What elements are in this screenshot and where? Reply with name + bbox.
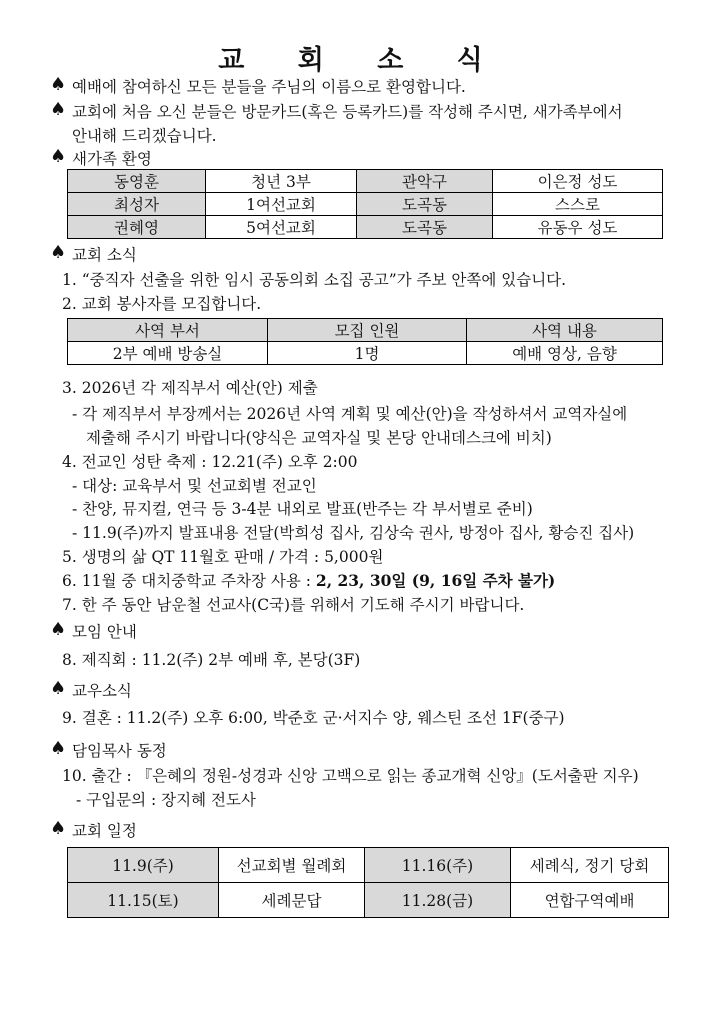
pastor-item-10: 10. 출간 : 『은혜의 정원-성경과 신앙 고백으로 읽는 종교개혁 신앙』(도서출판 지우): [62, 767, 639, 785]
news-item-2: 2. 교회 봉사자를 모집합니다.: [62, 295, 262, 313]
newcomers-heading: 새가족 환영: [72, 150, 152, 168]
parking-dates: 2, 23, 30일 (9, 16일 주차 불가): [315, 571, 556, 590]
schedule-event: 세례문답: [219, 883, 365, 918]
newcomers-table: [67, 169, 663, 239]
table-cell: 관악구: [357, 170, 493, 193]
spade-icon: ♠: [50, 74, 67, 95]
table-row: [68, 193, 663, 216]
schedule-date: 11.9(주): [68, 848, 219, 883]
news-item-4-detail: - 찬양, 뮤지컬, 연극 등 3-4분 내외로 발표(반주는 각 부서별로 준비): [72, 500, 533, 518]
schedule-date: 11.16(주): [365, 848, 511, 883]
table-cell: 5여선교회: [206, 216, 357, 239]
schedule-table: [67, 847, 669, 918]
table-cell: 예배 영상, 음향: [467, 342, 663, 365]
news-item-3-detail: 제출해 주시기 바랍니다(양식은 교역자실 및 본당 안내데스크에 비치): [86, 429, 552, 447]
table-header: 사역 내용: [467, 319, 663, 342]
table-cell: 도곡동: [357, 193, 493, 216]
table-cell: 1명: [268, 342, 467, 365]
spade-icon: ♠: [50, 738, 67, 759]
schedule-heading: 교회 일정: [72, 822, 137, 840]
table-cell: 권혜영: [68, 216, 206, 239]
schedule-event: 세례식, 정기 당회: [511, 848, 669, 883]
spade-icon: ♠: [50, 678, 67, 699]
members-heading: 교우소식: [72, 682, 132, 700]
table-cell: 1여선교회: [206, 193, 357, 216]
table-header: 모집 인원: [268, 319, 467, 342]
table-cell: 스스로: [493, 193, 663, 216]
page-title: 교 회 소 식: [218, 45, 505, 76]
spade-icon: ♠: [50, 242, 67, 263]
table-row: [68, 170, 663, 193]
schedule-event: 선교회별 월례회: [219, 848, 365, 883]
pastor-heading: 담임목사 동정: [72, 742, 167, 760]
news-item-4: 4. 전교인 성탄 축제 : 12.21(주) 오후 2:00: [62, 453, 358, 471]
table-row: [68, 216, 663, 239]
spade-icon: ♠: [50, 146, 67, 167]
news-item-3: 3. 2026년 각 제직부서 예산(안) 제출: [62, 379, 318, 397]
intro-line-2: 교회에 처음 오신 분들은 방문카드(혹은 등록카드)를 작성해 주시면, 새가족부에서: [72, 103, 623, 121]
table-cell: 2부 예배 방송실: [68, 342, 268, 365]
table-cell: 동영훈: [68, 170, 206, 193]
table-cell: 청년 3부: [206, 170, 357, 193]
members-item-9: 9. 결혼 : 11.2(주) 오후 6:00, 박준호 군·서지수 양, 웨스틴 조선 1F(중구): [62, 709, 565, 727]
intro-line-3: 안내해 드리겠습니다.: [72, 127, 217, 145]
table-cell: 유동우 성도: [493, 216, 663, 239]
table-header: 사역 부서: [68, 319, 268, 342]
spade-icon: ♠: [50, 99, 67, 120]
news-item-4-detail: - 11.9(주)까지 발표내용 전달(박희성 집사, 김상숙 권사, 방정아 집사, 황승진 집사): [72, 524, 635, 542]
meetings-heading: 모임 안내: [72, 623, 137, 641]
pastor-item-10-detail: - 구입문의 : 장지혜 전도사: [76, 791, 256, 809]
news-item-6-text: 6. 11월 중 대치중학교 주차장 사용 :: [62, 572, 316, 590]
table-cell: 도곡동: [357, 216, 493, 239]
meetings-item-8: 8. 제직회 : 11.2(주) 2부 예배 후, 본당(3F): [62, 651, 361, 669]
spade-icon: ♠: [50, 818, 67, 839]
schedule-date: 11.15(토): [68, 883, 219, 918]
news-item-5: 5. 생명의 삶 QT 11월호 판매 / 가격 : 5,000원: [62, 548, 384, 566]
table-row: [68, 848, 669, 883]
intro-line-1: 예배에 참여하신 모든 분들을 주님의 이름으로 환영합니다.: [72, 78, 466, 96]
news-item-7: 7. 한 주 동안 남운철 선교사(C국)를 위해서 기도해 주시기 바랍니다.: [62, 596, 525, 614]
table-cell: 최성자: [68, 193, 206, 216]
news-heading: 교회 소식: [72, 246, 137, 264]
news-item-1: 1. “중직자 선출을 위한 임시 공동의회 소집 공고”가 주보 안쪽에 있습니다.: [62, 271, 567, 289]
schedule-date: 11.28(금): [365, 883, 511, 918]
news-item-6: [62, 569, 555, 591]
spade-icon: ♠: [50, 619, 67, 640]
news-item-3-detail: - 각 제직부서 부장께서는 2026년 사역 계획 및 예산(안)을 작성하셔서 교역자실에: [72, 405, 628, 423]
table-cell: 이은정 성도: [493, 170, 663, 193]
table-row: [68, 319, 663, 342]
news-item-4-detail: - 대상: 교육부서 및 선교회별 전교인: [72, 477, 317, 495]
volunteer-table: [67, 318, 663, 365]
schedule-event: 연합구역예배: [511, 883, 669, 918]
table-row: [68, 342, 663, 365]
table-row: [68, 883, 669, 918]
